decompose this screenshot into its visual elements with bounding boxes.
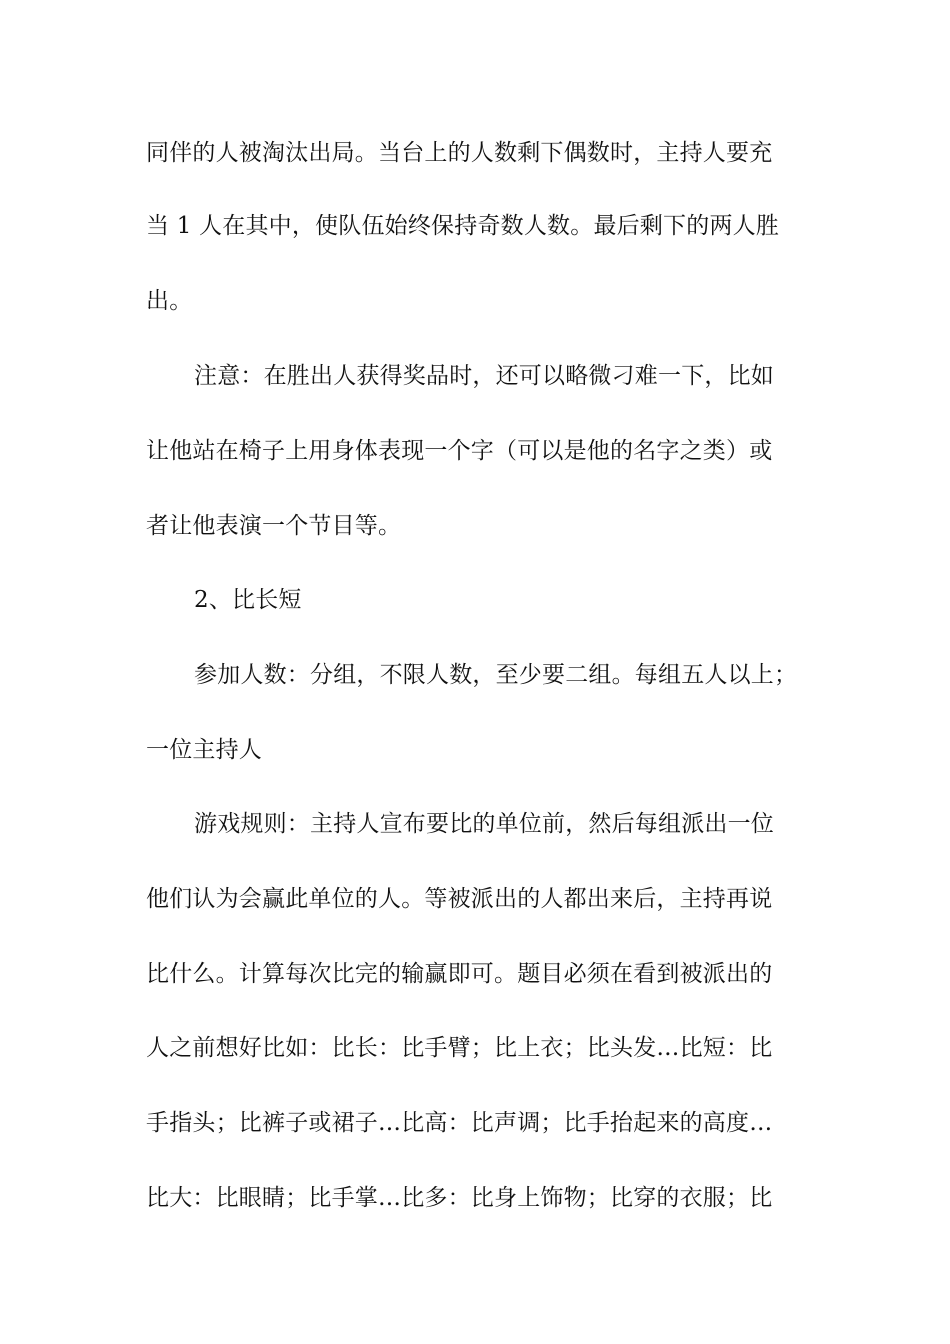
text-line: 他们认为会赢此单位的人。等被派出的人都出来后，主持再说 [146,886,773,912]
text-line: 让他站在椅子上用身体表现一个字（可以是他的名字之类）或 [146,438,773,464]
text-line: 比什么。计算每次比完的输赢即可。题目必须在看到被派出的 [146,961,773,987]
text-line: 者让他表演一个节目等。 [146,513,402,539]
text-line: 人之前想好比如：比长：比手臂；比上衣；比头发…比短：比 [146,1035,773,1061]
section-heading: 2、比长短 [194,587,302,613]
text-line: 手指头；比裤子或裙子…比高：比声调；比手抬起来的高度… [146,1110,773,1136]
text-line: 同伴的人被淘汰出局。当台上的人数剩下偶数时，主持人要充 [146,140,773,166]
text-line: 当 1 人在其中，使队伍始终保持奇数人数。最后剩下的两人胜 [146,213,780,239]
paragraph-first-line: 参加人数：分组，不限人数，至少要二组。每组五人以上； [194,662,798,688]
paragraph-first-line: 注意：在胜出人获得奖品时，还可以略微刁难一下，比如 [194,363,774,389]
text-line: 比大：比眼睛；比手掌…比多：比身上饰物；比穿的衣服；比 [146,1185,773,1211]
paragraph-first-line: 游戏规则：主持人宣布要比的单位前，然后每组派出一位 [194,811,774,837]
text-line: 一位主持人 [146,737,262,763]
text-line: 出。 [146,288,193,314]
